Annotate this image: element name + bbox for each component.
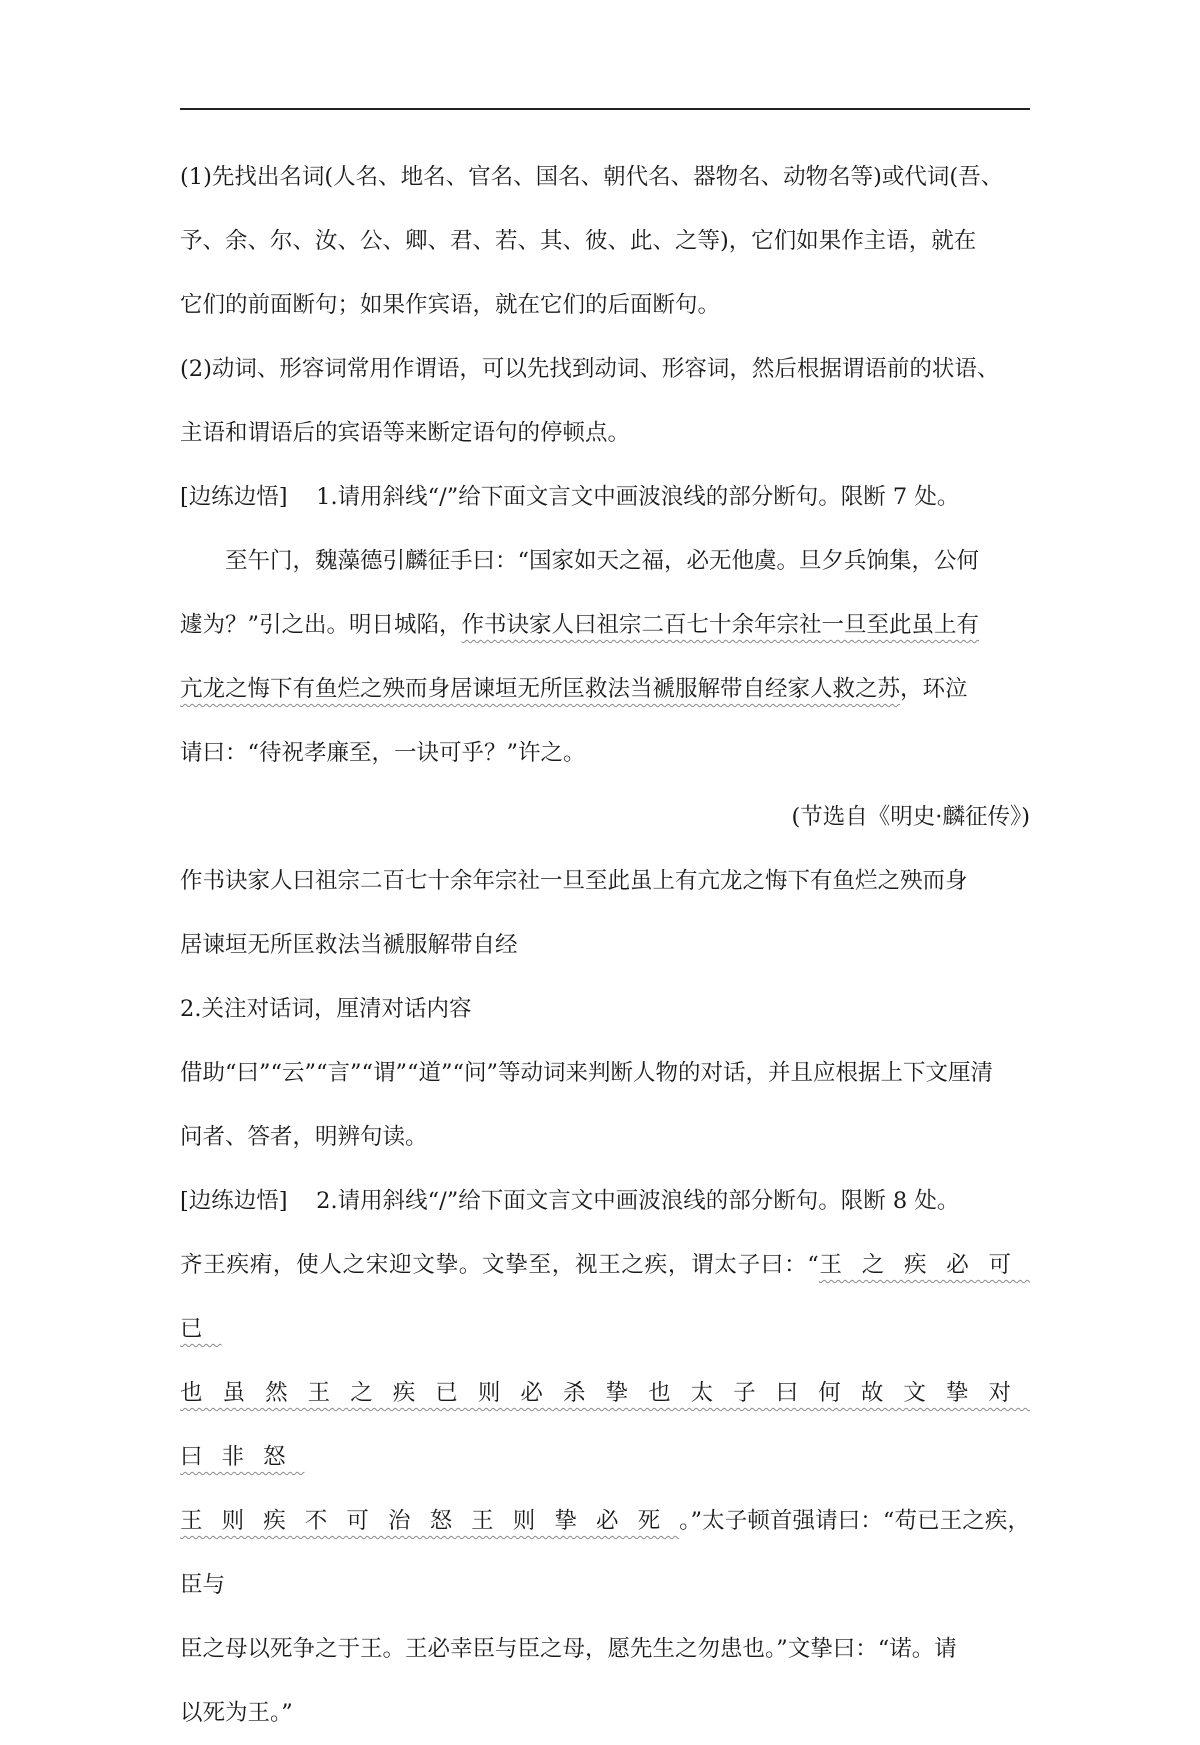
practice-1-answer-line-b: 居谏垣无所匡救法当褫服解带自经 (180, 932, 518, 958)
method-point-1-line-a: (1)先找出名词(人名、地名、官名、国名、朝代名、器物名、动物名等)或代词(吾、 (180, 164, 1004, 190)
method-2-heading: 2.关注对话词，厘清对话内容 (180, 996, 472, 1022)
method-point-2-line-b: 主语和谓语后的宾语等来断定语句的停顿点。 (180, 420, 631, 446)
practice-1-answer-line-a: 作书诀家人曰祖宗二百七十余年宗社一旦至此虽上有亢龙之悔下有鱼烂之殃而身 (180, 868, 968, 894)
method-2-body (180, 1041, 1030, 1169)
passage-2-line-5: 以死为王。” (180, 1700, 293, 1726)
header-rule (180, 108, 1030, 110)
practice-1-answer (180, 849, 1030, 977)
document-page (180, 0, 1030, 1726)
passage-1-line-3-plain: ，环泣 (900, 676, 968, 702)
passage-1-wavy-segment-2: 亢龙之悔下有鱼烂之殃而身居谏垣无所匡救法当褫服解带自经家人救之苏 (180, 676, 901, 702)
method-point-1-line-c: 它们的前面断句；如果作宾语，就在它们的后面断句。 (180, 292, 721, 318)
passage-1-wavy-segment-1: 作书诀家人曰祖宗二百七十余年宗社一旦至此虽上有 (461, 612, 980, 638)
method-point-1 (180, 145, 1030, 337)
passage-1-line-1: 至午门，魏藻德引麟征手曰：“国家如天之福，必无他虞。旦夕兵饷集，公何 (225, 548, 980, 574)
practice-1-passage (180, 529, 1030, 785)
practice-2-passage (180, 1233, 1030, 1745)
practice-1-prompt: [边练边悟] 1.请用斜线“/”给下面文言文中画波浪线的部分断句。限断 7 处。 (180, 484, 960, 510)
passage-2-wavy-segment-3: 王则疾不可治怒王则挚必死 (180, 1508, 680, 1534)
passage-2-wavy-segment-1: 王之疾必可已 (180, 1252, 1030, 1342)
method-point-1-line-b: 予、余、尔、汝、公、卿、君、若、其、彼、此、之等)，它们如果作主语，就在 (180, 228, 977, 254)
passage-2-wavy-segment-2: 也虽然王之疾已则必杀挚也太子曰何故文挚对曰非怒 (180, 1380, 1030, 1470)
method-point-2 (180, 337, 1030, 465)
passage-2-line-4: 臣之母以死争之于王。王必幸臣与臣之母，愿先生之勿患也。”文挚曰：“诺。请 (180, 1636, 957, 1662)
passage-1-line-2-plain: 遽为？”引之出。明日城陷， (180, 612, 462, 638)
method-2-body-a: 借助“曰”“云”“言”“谓”“道”“问”等动词来判断人物的对话，并且应根据上下文厘清 (180, 1060, 994, 1086)
document-body (180, 145, 1030, 1745)
passage-2-line-3-plain: 。”太子顿首强请曰：“苟已王之疾，臣与 (180, 1508, 1030, 1598)
method-2-body-b: 问者、答者，明辨句读。 (180, 1124, 428, 1150)
passage-1-source: (节选自《明史·麟征传》) (791, 804, 1030, 830)
method-point-2-line-a: (2)动词、形容词常用作谓语，可以先找到动词、形容词，然后根据谓语前的状语、 (180, 356, 1000, 382)
passage-1-line-4: 请曰：“待祝孝廉至，一诀可乎？”许之。 (180, 740, 586, 766)
passage-2-line-1-plain: 齐王疾痏，使人之宋迎文挚。文挚至，视王之疾，谓太子曰：“ (180, 1252, 819, 1278)
practice-2-prompt: [边练边悟] 2.请用斜线“/”给下面文言文中画波浪线的部分断句。限断 8 处。 (180, 1188, 960, 1214)
